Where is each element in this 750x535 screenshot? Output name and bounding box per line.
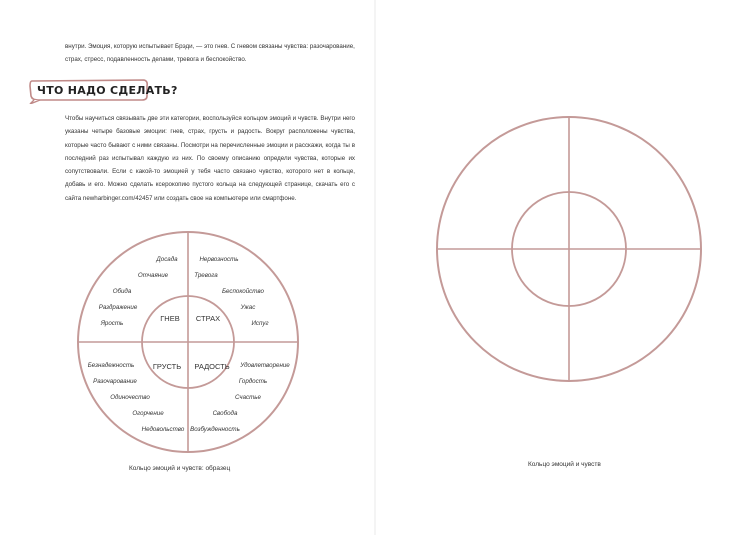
intro-paragraph: внутри. Эмоция, которую испытывает Брэди, — это гнев. С гневом связаны чувства: разочарование, страх, стресс, подавленность делами, тревога и беспокойство. [65,43,355,63]
feeling-label: Счастье [235,394,261,401]
section-title: ЧТО НАДО СДЕЛАТЬ? [37,84,178,97]
sample-emotion-wheel [70,227,310,457]
core-emotion-sadness: ГРУСТЬ [152,362,182,371]
feeling-label: Свобода [212,410,238,417]
core-emotion-joy: РАДОСТЬ [194,362,230,371]
feeling-label: Недовольство [141,426,185,433]
feeling-label: Обида [112,288,132,295]
feeling-label: Отчаяние [137,272,169,279]
feeling-label: Ужас [240,304,256,311]
body-paragraph: Чтобы научиться связывать две эти категории, воспользуйся кольцом эмоций и чувств. Внутри него указаны четыре базовые эмоции: гнев, страх, грусть и радость. Вокруг расположены чувства, которые часто бывают с ними связаны. Посмотри на перечисленные эмоции и расскажи, когда ты в последний раз испытывал каждую из них. По своему описанию определи чувства, которые их сопутствовали. Если с какой-то эмоцией у тебя часто связано чувство, которого нет в кольце, добавь и его. Можно сделать ксерокопию пустого кольца на следующей странице, скачать его с сайта newharbinger.com/42457 или создать свое на компьютере или смартфоне. [65,115,355,202]
section-header [26,78,178,104]
feeling-label: Одиночество [110,394,150,401]
blank-emotion-wheel [430,115,710,395]
feeling-label: Безнадежность [87,362,135,369]
feeling-label: Возбужденность [190,426,240,433]
feeling-label: Раздражение [98,304,138,311]
core-emotion-anger: ГНЕВ [160,314,180,323]
feeling-label: Тревога [194,272,218,279]
feeling-label: Испуг [251,320,269,327]
feeling-label: Досада [156,256,178,263]
core-emotion-fear: СТРАХ [195,314,221,323]
left-page [0,0,374,535]
feeling-label: Разочарование [93,378,137,385]
feeling-label: Огорчение [132,410,164,417]
feeling-label: Нервозность [199,256,239,263]
blank-wheel-caption: Кольцо эмоций и чувств [528,461,601,468]
feeling-label: Удовлетворение [240,362,290,369]
feeling-label: Ярость [100,320,124,327]
sample-wheel-caption: Кольцо эмоций и чувств: образец [129,465,231,472]
feeling-label: Гордость [238,378,268,385]
feeling-label: Беспокойство [222,288,264,295]
